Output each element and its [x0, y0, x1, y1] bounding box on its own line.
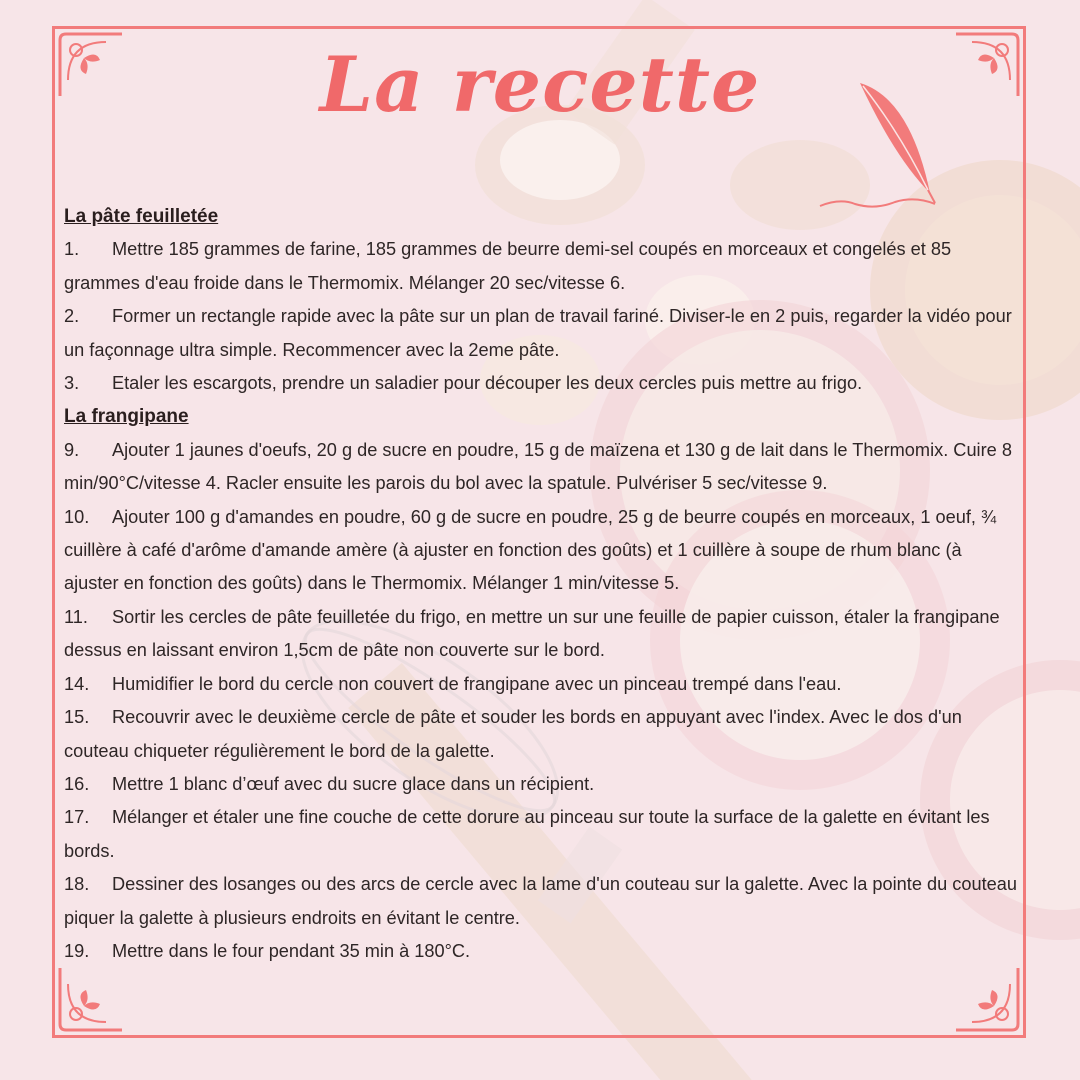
step-text: Ajouter 100 g d'amandes en poudre, 60 g de sucre en poudre, 25 g de beurre coupés en morceaux, 1 oeuf, ¾ cuillère à café d'arôme d'amande amère (à ajuster en fonction des goûts) et 1 cuillère à soupe de rhum blanc (à ajuster en fonction des goûts) dans le Thermomix. Mélanger 1 min/vitesse 5.: [64, 506, 997, 594]
recipe-step: [64, 601, 1019, 668]
recipe-step: [64, 868, 1019, 935]
step-number: 17.: [64, 807, 90, 828]
step-text: Recouvrir avec le deuxième cercle de pâte et souder les bords en appuyant avec l'index. Avec le dos d'un couteau chiqueter régulièrement le bord de la galette.: [64, 707, 962, 761]
section-frangipane: [64, 400, 1019, 968]
step-text: Sortir les cercles de pâte feuilletée du frigo, en mettre un sur une feuille de papier cuisson, étaler la frangipane dessus en laissant environ 1,5cm de pâte non couverte sur le bord.: [64, 606, 1000, 661]
recipe-step: [64, 501, 1019, 601]
step-number: 1.: [64, 239, 80, 260]
step-text: Humidifier le bord du cercle non couvert de frangipane avec un pinceau trempé dans l'eau.: [112, 673, 842, 694]
step-text: Ajouter 1 jaunes d'oeufs, 20 g de sucre en poudre, 15 g de maïzena et 130 g de lait dans le Thermomix. Cuire 8 min/90°C/vitesse 4. Racler ensuite les parois du bol avec la spatule. Pulvériser 5 sec/vitesse 9.: [64, 439, 1012, 494]
recipe-step: [64, 300, 1019, 367]
recipe-step: [64, 233, 1019, 300]
quill-icon: [815, 78, 945, 218]
step-text: Former un rectangle rapide avec la pâte sur un plan de travail fariné. Diviser-le en 2 puis, regarder la vidéo pour un façonnage ultra simple. Recommencer avec la 2eme pâte.: [64, 306, 1012, 360]
step-text: Mélanger et étaler une fine couche de cette dorure au pinceau sur toute la surface de la galette en évitant les bords.: [64, 807, 990, 861]
step-number: 18.: [64, 874, 90, 895]
recipe-step: [64, 701, 1019, 768]
section-heading: La frangipane: [64, 406, 189, 428]
recipe-step: [64, 801, 1019, 868]
step-text: Mettre 185 grammes de farine, 185 grammes de beurre demi-sel coupés en morceaux et congelés et 85 grammes d'eau froide dans le Thermomix. Mélanger 20 sec/vitesse 6.: [64, 239, 952, 293]
step-number: 2.: [64, 306, 80, 327]
step-number: 11.: [64, 606, 88, 627]
step-number: 15.: [64, 707, 90, 728]
ornament-corner-icon: [56, 964, 126, 1034]
section-heading: La pâte feuilletée: [64, 206, 219, 227]
step-number: 3.: [64, 373, 80, 394]
step-number: 16.: [64, 773, 90, 794]
page-title: La recette: [319, 40, 761, 129]
recipe-step: [64, 434, 1019, 501]
step-text: Etaler les escargots, prendre un saladier pour découper les deux cercles puis mettre au frigo.: [112, 373, 863, 394]
step-text: Mettre dans le four pendant 35 min à 180°C.: [112, 940, 471, 961]
step-number: 14.: [64, 673, 90, 694]
recipe-step: [64, 367, 1019, 400]
recipe-step: [64, 935, 1019, 968]
step-number: 10.: [64, 506, 90, 527]
recipe-content: [64, 200, 1019, 968]
step-number: 19.: [64, 940, 90, 961]
ornament-corner-icon: [952, 964, 1022, 1034]
recipe-step: [64, 668, 1019, 701]
step-number: 9.: [64, 439, 80, 460]
recipe-step: [64, 768, 1019, 801]
step-text: Dessiner des losanges ou des arcs de cercle avec la lame d'un couteau sur la galette. Avec la pointe du couteau piquer la galette à plusieurs endroits en évitant le centre.: [64, 874, 1017, 928]
step-text: Mettre 1 blanc d’œuf avec du sucre glace dans un récipient.: [112, 773, 595, 794]
section-pate: [64, 200, 1019, 400]
